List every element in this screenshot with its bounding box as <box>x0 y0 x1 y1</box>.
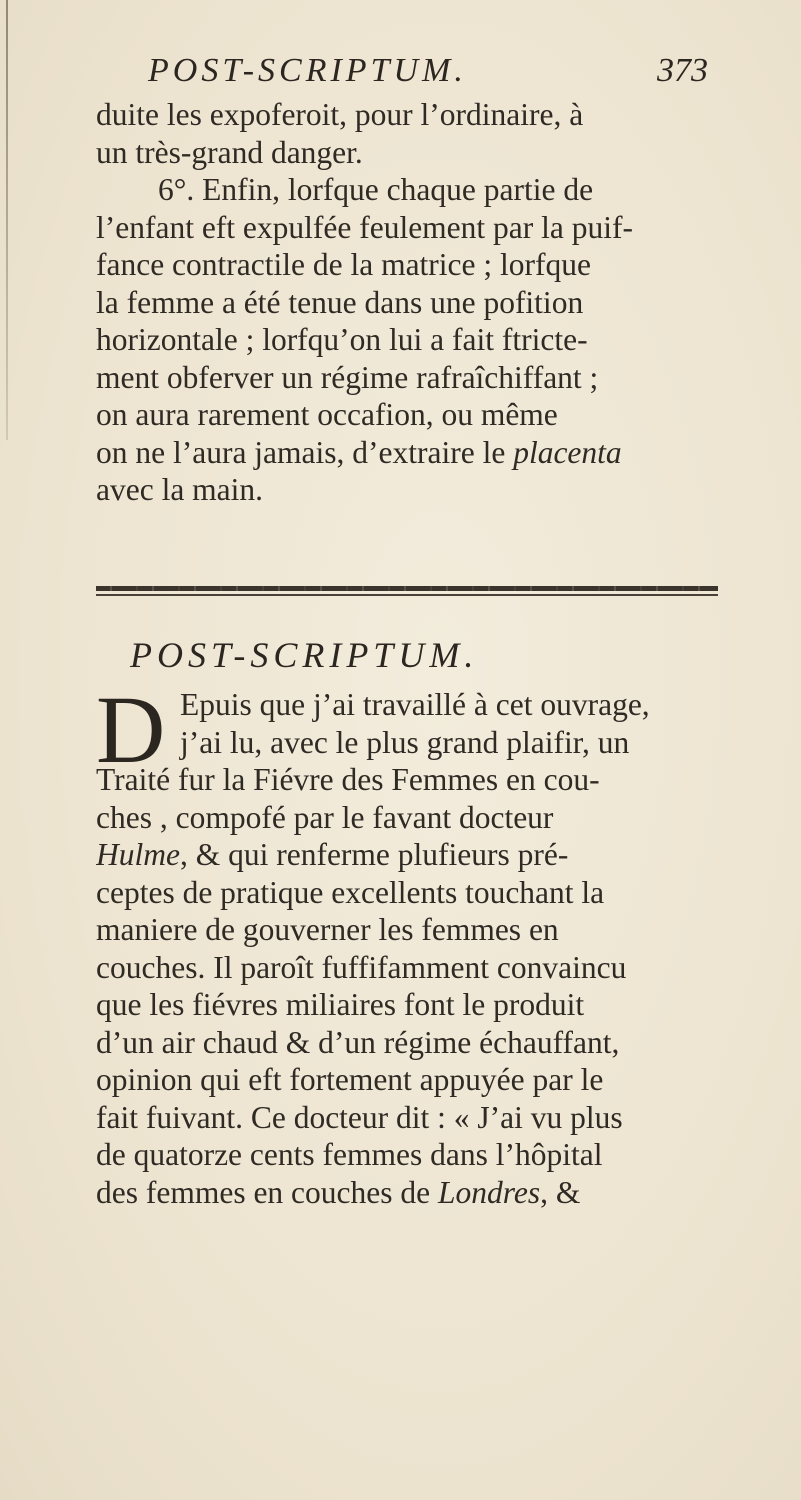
text-line: l’enfant eft expulfée feulement par la puif- <box>96 209 633 245</box>
text-line: la femme a été tenue dans une pofition <box>96 284 584 320</box>
text-segment: , & qui renferme plufieurs pré- <box>179 837 569 872</box>
text-line <box>96 434 724 472</box>
drop-cap: D <box>96 676 166 783</box>
text-line: horizontale ; lorfqu’on lui a fait ftricte- <box>96 322 588 357</box>
text-line: d’un air chaud & d’un régime échauffant, <box>96 1024 620 1060</box>
text-line: Traité fur la Fiévre des Femmes en cou- <box>96 762 600 797</box>
running-head: POST-SCRIPTUM. <box>148 52 467 89</box>
text-segment: , & <box>540 1174 581 1210</box>
italic-word: placenta <box>513 434 622 470</box>
paragraph-postscript <box>96 676 724 1211</box>
text-segment: des femmes en couches de <box>96 1174 438 1210</box>
text-line: on aura rarement occafion, ou même <box>96 397 558 432</box>
section-title: POST-SCRIPTUM. <box>130 635 479 675</box>
text-line <box>96 1174 724 1212</box>
text-line: ment obferver un régime rafraîchiffant ; <box>96 359 599 395</box>
text-line: maniere de gouverner les femmes en <box>96 912 559 947</box>
page-edge-shadow <box>6 0 8 440</box>
italic-place: Londres <box>438 1174 541 1210</box>
text-line: Epuis que j’ai travaillé à cet ouvrage, <box>180 687 650 722</box>
text-line: ches , compofé par le favant docteur <box>96 799 554 835</box>
page-number: 373 <box>657 52 708 89</box>
text-line: fance contractile de la matrice ; lorfque <box>96 247 591 282</box>
text-line: un très-grand danger. <box>96 134 363 170</box>
divider-thin-rule <box>96 594 718 596</box>
text-line: fait fuivant. Ce docteur dit : « J’ai vu plus <box>96 1099 623 1135</box>
text-line: que les fiévres miliaires font le produit <box>96 987 585 1022</box>
divider-thick-rule <box>96 586 718 591</box>
page-header <box>148 52 708 96</box>
text-line: duite les expoferoit, pour l’ordinaire, à <box>96 97 584 132</box>
italic-name: Hulme <box>96 837 180 872</box>
text-line: opinion qui eft fortement appuyée par le <box>96 1062 604 1097</box>
text-line: j’ai lu, avec le plus grand plaifir, un <box>180 724 630 760</box>
text-line: 6°. Enfin, lorfque chaque partie de <box>158 172 594 207</box>
text-line: avec la main. <box>96 472 264 507</box>
text-line: ceptes de pratique excellents touchant la <box>96 874 605 910</box>
text-segment: on ne l’aura jamais, d’extraire le <box>96 434 514 470</box>
section-divider <box>96 586 718 598</box>
text-line <box>96 836 724 874</box>
text-line: couches. Il paroît fuffifamment convaincu <box>96 949 627 985</box>
text-line: de quatorze cents femmes dans l’hôpital <box>96 1137 603 1172</box>
paragraph-continuation <box>96 96 724 509</box>
